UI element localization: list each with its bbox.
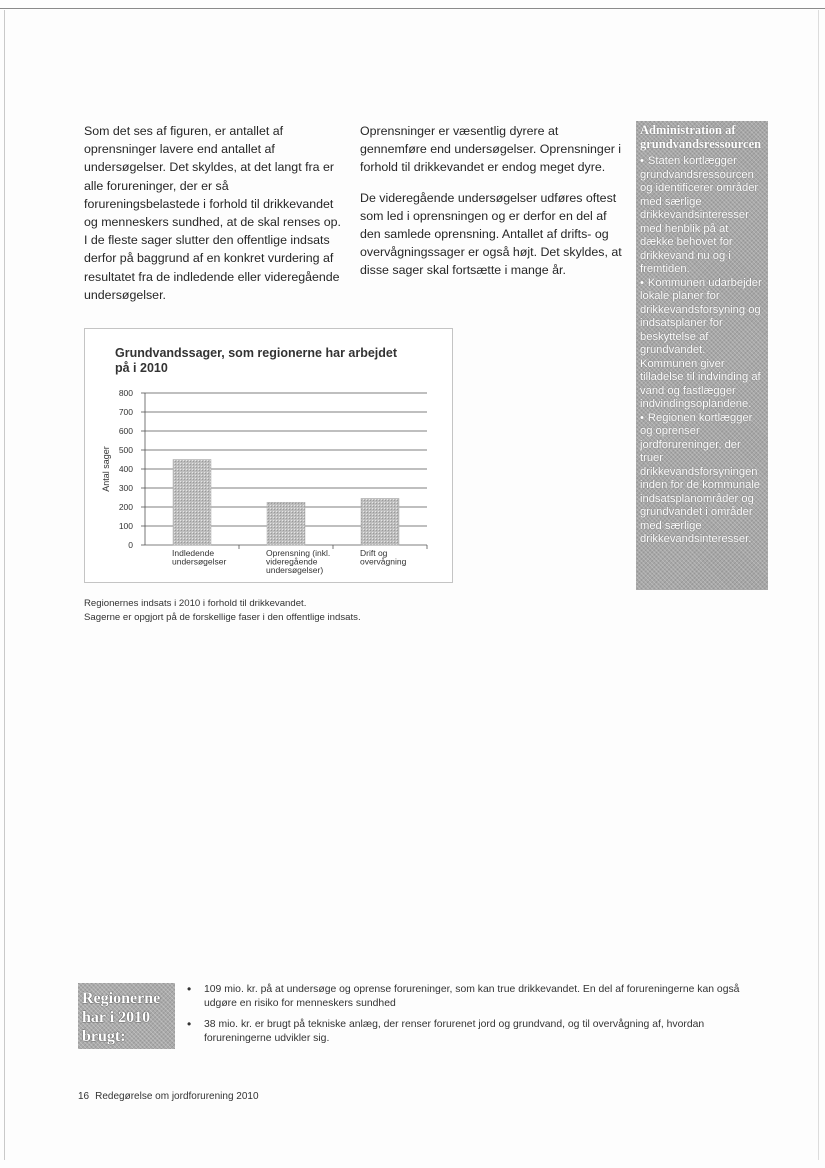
bar [361,498,399,545]
x-tick-label: Oprensning (inkl. videregående undersøgelser) [266,548,331,575]
y-tick-label: 0 [128,540,133,550]
body-paragraph: Oprensninger er væsentlig dyrere at gennemføre end undersøgelser. Oprensninger i forhold til drikkevandet er endog meget dyre. [360,124,622,175]
y-tick-label: 300 [118,483,133,493]
list-item [187,983,747,1010]
figure-caption [84,597,361,624]
bullet-icon: • [640,411,644,424]
caption-line: Regionernes indsats i 2010 i forhold til drikkevandet. [84,598,307,609]
bullet-icon: • [640,276,644,289]
chart-frame [84,328,453,583]
bullet-icon: • [187,982,192,996]
list-item-text: 38 mio. kr. er brugt på tekniske anlæg, der renser forurenet jord og grundvand, og til overvågning af, hvordan forureningerne udvikler sig. [204,1019,705,1044]
bar [267,502,305,545]
callout-line: har i 2010 [82,1009,151,1026]
scan-edge-left [4,10,5,1160]
text-column-right [360,122,625,292]
sidebar-item-text: Staten kortlægger grundvandsressourcen og identificerer områder med særlige drikkevandsinteresser med henblik på at dække behovet for drikkevand nu og i fremtiden. [640,155,759,275]
sidebar-item-staten [640,155,764,277]
footer-title: Redegørelse om jordforurening 2010 [95,1091,259,1102]
callout-line: Regionerne [82,990,161,1007]
y-tick-label: 500 [118,445,133,455]
scan-edge-right [818,10,819,1160]
y-tick-label: 200 [118,502,133,512]
spending-list [187,983,747,1053]
y-tick-label: 100 [118,521,133,531]
sidebar-item-text: Kommunen udarbejder lokale planer for drikkevandsforsyning og indsatsplaner for beskyttelse af grundvandet. Kommunen giver tilladelse til indvinding af vand og fastlægger indvindingsoplandene. [640,276,762,410]
y-tick-label: 700 [118,407,133,417]
callout-line: brugt: [82,1028,126,1045]
y-tick-label: 800 [118,388,133,398]
bullet-icon: • [187,1017,192,1032]
list-item-text: 109 mio. kr. på at undersøge og oprense forureninger, som kan true drikkevandet. En del af forureningerne kan også udgøre en risiko for menneskers sundhed [204,984,740,1009]
page-number: 16 [78,1091,90,1102]
body-paragraph: Som det ses af figuren, er antallet af oprensninger lavere end antallet af undersøgelser. Det skyldes, at det langt fra er alle forureninger, der er så forureningsbelastede i forhold til drikkevandet og menneskers sundhed, at de skal renses op. I de fleste sager slutter den offentlige indsats derfor på baggrund af en konkret vurdering af resultatet fra de indledende eller videregående undersøgelser. [84,124,341,302]
bar-chart [85,329,454,584]
x-tick-label: Indledende undersøgelser [172,548,227,567]
body-paragraph: De videregående undersøgelser udføres oftest som led i oprensningen og er derfor en del af den samlede oprensning. Antallet af drifts- og overvågningssager er også højt. Det skyldes, at disse sager skal fortsætte i mange år. [360,190,622,278]
y-tick-label: 400 [118,464,133,474]
text-column-left [84,122,346,316]
caption-line: Sagerne er opgjort på de forskellige faser i den offentlige indsats. [84,611,361,623]
chart-title: Grundvandssager, som regionerne har arbejdet på i 2010 [115,346,398,375]
y-tick-label: 600 [118,426,133,436]
callout-box [78,983,175,1049]
sidebar-box [636,121,768,590]
bar [173,460,211,546]
scan-edge-top [0,8,825,9]
sidebar-item-regionen [640,412,764,547]
bullet-icon: • [640,155,644,167]
sidebar-title: Administration af grundvandsressourcen [640,123,762,151]
list-item [187,1018,747,1045]
x-tick-label: Drift og overvågning [360,548,407,567]
y-axis-label: Antal sager [101,446,111,492]
sidebar-item-text: Regionen kortlægger og oprenser jordforureninger, der truer drikkevandsforsyningen inden for de kommunale indsatsplanområder og grundvandet i områder med særlige drikkevandsinteresser. [640,411,761,545]
sidebar-item-kommunen [640,277,764,412]
page-footer [78,1091,265,1102]
